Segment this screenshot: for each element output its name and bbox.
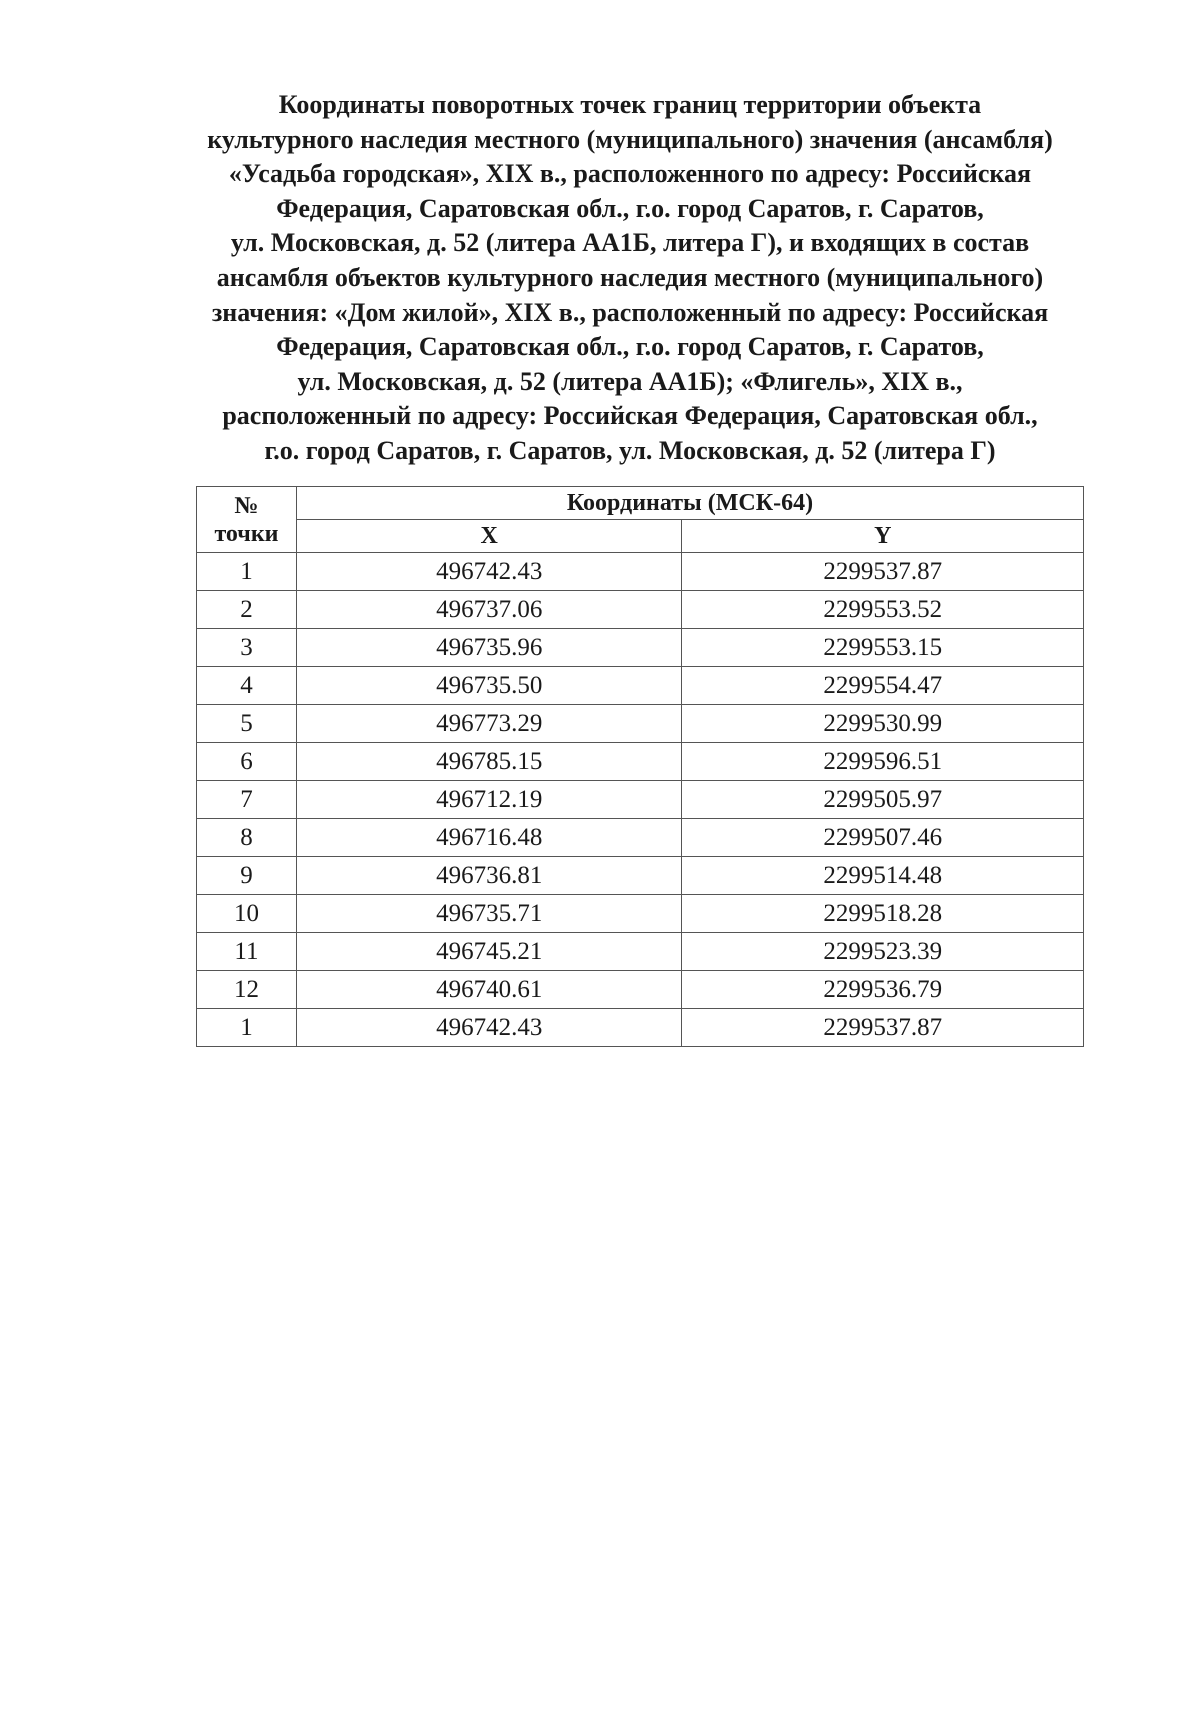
point-number-cell: 2: [197, 591, 297, 629]
y-coordinate-cell: 2299518.28: [682, 895, 1084, 933]
point-number-cell: 12: [197, 971, 297, 1009]
y-coordinate-cell: 2299536.79: [682, 971, 1084, 1009]
x-coordinate-cell: 496735.50: [296, 667, 682, 705]
table-row: [197, 819, 1084, 857]
y-coordinate-cell: 2299507.46: [682, 819, 1084, 857]
table-row: [197, 667, 1084, 705]
point-number-cell: 6: [197, 743, 297, 781]
table-row: [197, 591, 1084, 629]
title-line: Федерация, Саратовская обл., г.о. город Саратов, г. Саратов,: [276, 193, 984, 223]
point-number-cell: 3: [197, 629, 297, 667]
y-coordinate-cell: 2299596.51: [682, 743, 1084, 781]
y-coordinate-cell: 2299523.39: [682, 933, 1084, 971]
x-coordinate-cell: 496742.43: [296, 1009, 682, 1047]
table-body: [197, 553, 1084, 1047]
point-number-cell: 5: [197, 705, 297, 743]
y-coordinate-cell: 2299514.48: [682, 857, 1084, 895]
title-line: ул. Московская, д. 52 (литера АА1Б); «Флигель», XIX в.,: [297, 366, 963, 396]
y-coordinate-cell: 2299554.47: [682, 667, 1084, 705]
table-row: [197, 705, 1084, 743]
table-row: [197, 781, 1084, 819]
title-line: Федерация, Саратовская обл., г.о. город Саратов, г. Саратов,: [276, 332, 984, 362]
y-column-header: Y: [682, 520, 1084, 553]
x-coordinate-cell: 496737.06: [296, 591, 682, 629]
title-line: значения: «Дом жилой», XIX в., расположенный по адресу: Российская: [211, 297, 1049, 327]
x-column-header: X: [296, 520, 682, 553]
table-header-row: [197, 520, 1084, 553]
point-number-cell: 8: [197, 819, 297, 857]
x-coordinate-cell: 496785.15: [296, 743, 682, 781]
point-number-header-word: точки: [214, 520, 279, 547]
table-row: [197, 895, 1084, 933]
table-header: [197, 487, 1084, 553]
point-number-cell: 4: [197, 667, 297, 705]
table-row: [197, 743, 1084, 781]
point-number-cell: 9: [197, 857, 297, 895]
point-number-cell: 1: [197, 1009, 297, 1047]
title-line: расположенный по адресу: Российская Федерация, Саратовская обл.,: [222, 401, 1038, 431]
point-number-header: [197, 487, 297, 553]
table-row: [197, 971, 1084, 1009]
title-line: культурного наследия местного (муниципального) значения (ансамбля): [207, 124, 1053, 154]
x-coordinate-cell: 496742.43: [296, 553, 682, 591]
x-coordinate-cell: 496773.29: [296, 705, 682, 743]
x-coordinate-cell: 496745.21: [296, 933, 682, 971]
title-line: ул. Московская, д. 52 (литера АА1Б, литера Г), и входящих в состав: [230, 228, 1030, 258]
y-coordinate-cell: 2299553.52: [682, 591, 1084, 629]
y-coordinate-cell: 2299537.87: [682, 1009, 1084, 1047]
x-coordinate-cell: 496735.96: [296, 629, 682, 667]
table-row: [197, 857, 1084, 895]
coordinates-table: [196, 486, 1084, 1047]
point-number-cell: 1: [197, 553, 297, 591]
table-row: [197, 933, 1084, 971]
title-line: «Усадьба городская», XIX в., расположенного по адресу: Российская: [228, 159, 1032, 189]
y-coordinate-cell: 2299553.15: [682, 629, 1084, 667]
x-coordinate-cell: 496740.61: [296, 971, 682, 1009]
table-row: [197, 1009, 1084, 1047]
x-coordinate-cell: 496716.48: [296, 819, 682, 857]
y-coordinate-cell: 2299530.99: [682, 705, 1084, 743]
title-line: г.о. город Саратов, г. Саратов, ул. Московская, д. 52 (литера Г): [264, 435, 996, 465]
document-title: [150, 88, 1110, 469]
title-line: ансамбля объектов культурного наследия местного (муниципального): [216, 262, 1044, 292]
x-coordinate-cell: 496712.19: [296, 781, 682, 819]
y-coordinate-cell: 2299505.97: [682, 781, 1084, 819]
table-row: [197, 553, 1084, 591]
table-header-row: [197, 487, 1084, 520]
point-number-cell: 7: [197, 781, 297, 819]
point-number-cell: 11: [197, 933, 297, 971]
table-row: [197, 629, 1084, 667]
point-number-header-symbol: №: [234, 492, 259, 519]
y-coordinate-cell: 2299537.87: [682, 553, 1084, 591]
point-number-cell: 10: [197, 895, 297, 933]
x-coordinate-cell: 496735.71: [296, 895, 682, 933]
x-coordinate-cell: 496736.81: [296, 857, 682, 895]
coordinates-system-header: Координаты (МСК-64): [296, 487, 1083, 520]
title-line: Координаты поворотных точек границ территории объекта: [278, 90, 982, 119]
